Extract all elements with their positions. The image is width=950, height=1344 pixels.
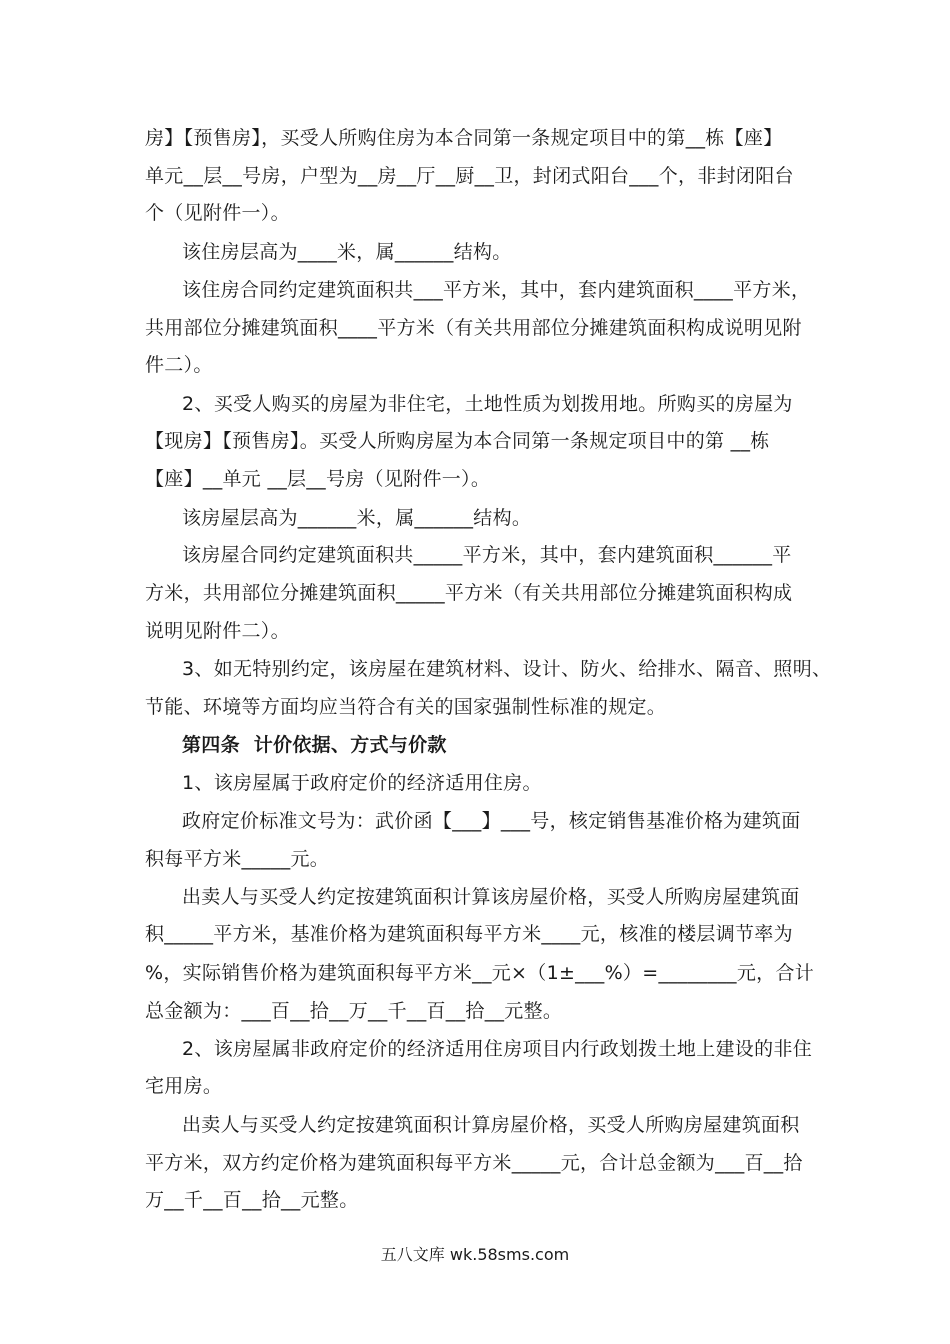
text-line: 该房屋层高为______米，属______结构。: [182, 507, 532, 529]
text-line: 【现房】【预售房】。买受人所购房屋为本合同第一条规定项目中的第 __栋: [145, 430, 770, 452]
text-line: 政府定价标准文号为：武价函【___】___号，核定销售基准价格为建筑面: [182, 810, 801, 832]
text-line: 单元__层__号房，户型为__房__厅__厨__卫，封闭式阳台___个，非封闭阳台: [145, 165, 794, 187]
text-line: 说明见附件二）。: [145, 620, 290, 642]
text-line: 3、如无特别约定，该房屋在建筑材料、设计、防火、给排水、隔音、照明、: [182, 658, 832, 680]
section-heading: 第四条 计价依据、方式与价款: [182, 734, 447, 756]
text-line: 出卖人与买受人约定按建筑面积计算房屋价格，买受人所购房屋建筑面积: [182, 1114, 800, 1136]
text-line: 宅用房。: [145, 1075, 223, 1097]
text-line: 总金额为：___百__拾__万__千__百__拾__元整。: [145, 1000, 563, 1022]
text-line: 出卖人与买受人约定按建筑面积计算该房屋价格，买受人所购房屋建筑面: [182, 886, 800, 908]
text-line: 2、买受人购买的房屋为非住宅，土地性质为划拨用地。所购买的房屋为: [182, 393, 793, 415]
text-line: 共用部位分摊建筑面积____平方米（有关共用部位分摊建筑面积构成说明见附: [145, 317, 802, 339]
text-line: 个（见附件一）。: [145, 202, 290, 224]
text-line: 【座】__单元 __层__号房（见附件一）。: [145, 468, 491, 490]
text-line: 2、该房屋属非政府定价的经济适用住房项目内行政划拨土地上建设的非住: [182, 1038, 812, 1060]
text-line: 该住房层高为____米，属______结构。: [182, 241, 512, 263]
text-line: 节能、环境等方面均应当符合有关的国家强制性标准的规定。: [145, 696, 667, 718]
text-line: 该房屋合同约定建筑面积共_____平方米，其中，套内建筑面积______平: [182, 544, 792, 566]
footer-watermark: 五八文库 wk.58sms.com: [380, 1245, 570, 1264]
text-line: 积_____平方米，基准价格为建筑面积每平方米____元，核准的楼层调节率为: [145, 923, 793, 945]
text-line: 积每平方米_____元。: [145, 848, 330, 870]
text-line: 万__千__百__拾__元整。: [145, 1189, 359, 1211]
text-line: 件二）。: [145, 354, 213, 376]
text-line: 该住房合同约定建筑面积共___平方米，其中，套内建筑面积____平方米，: [182, 279, 811, 301]
text-line: 平方米，双方约定价格为建筑面积每平方米_____元，合计总金额为___百__拾: [145, 1152, 803, 1174]
text-line: %，实际销售价格为建筑面积每平方米__元×（1±___%）=________元，合计: [145, 962, 815, 984]
text-line: 房】【预售房】，买受人所购住房为本合同第一条规定项目中的第__栋【座】: [145, 127, 783, 149]
text-line: 方米，共用部位分摊建筑面积_____平方米（有关共用部位分摊建筑面积构成: [145, 582, 793, 604]
text-line: 1、该房屋属于政府定价的经济适用住房。: [182, 772, 542, 794]
